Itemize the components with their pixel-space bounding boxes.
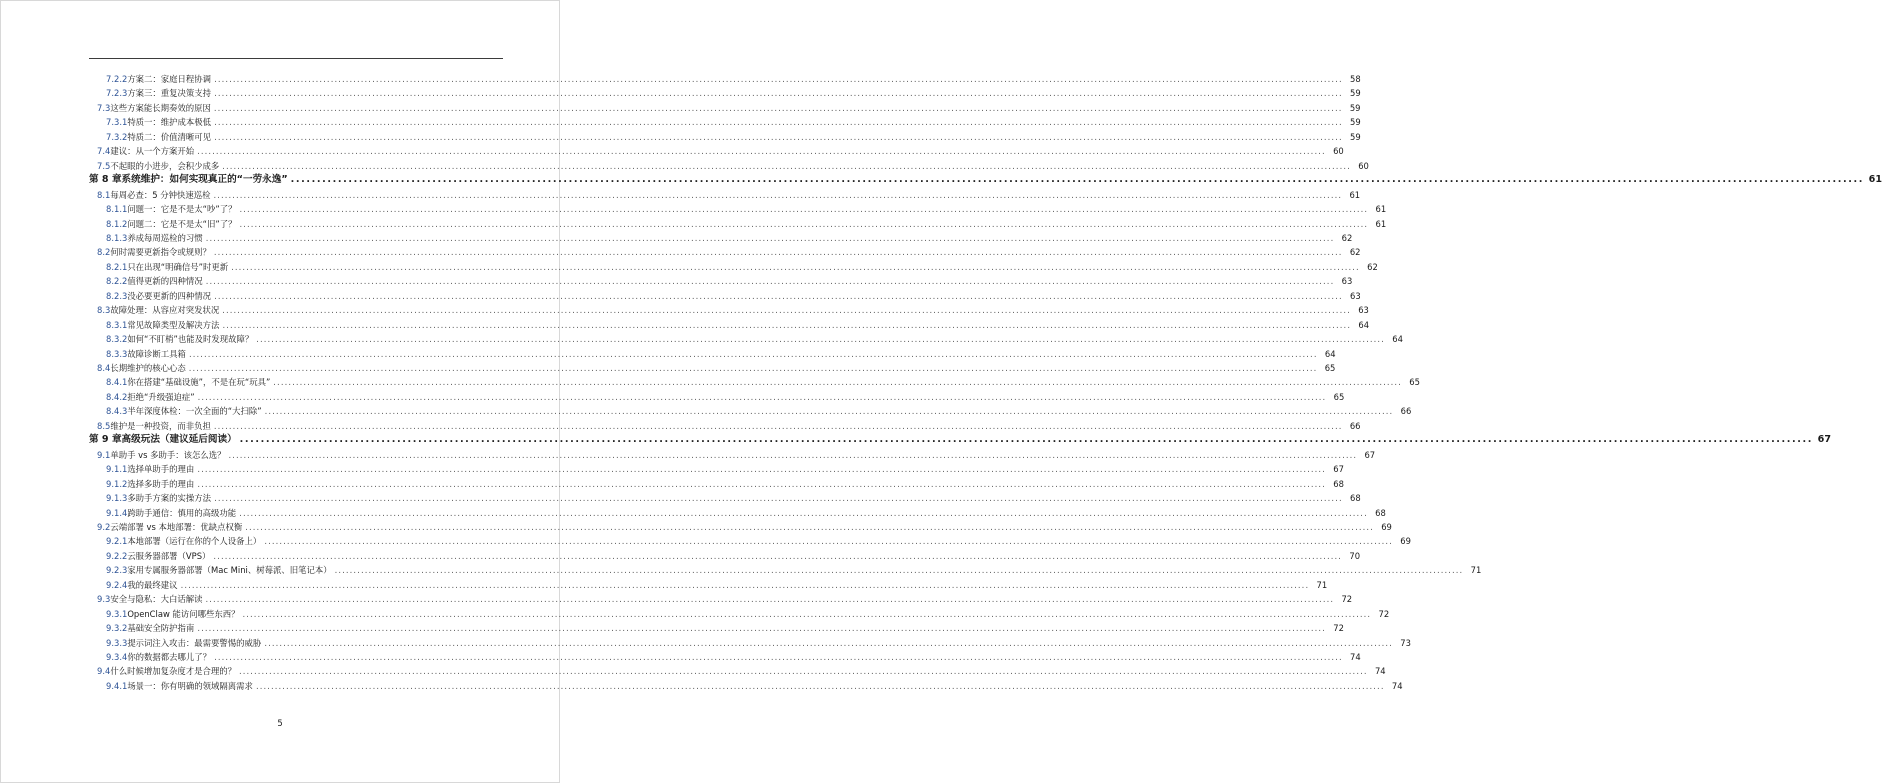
toc-entry-number: 8.3 <box>97 305 111 316</box>
toc-entry-title: 拒绝“升级强迫症” <box>127 391 195 402</box>
toc-entry-number: 9.3.2 <box>106 623 128 634</box>
toc-entry[interactable] <box>0 347 1336 361</box>
toc-entry-page: 67 <box>1333 464 1344 475</box>
dot-leader: ............................................................................................................................................................................................................................................................................................................ <box>222 319 1352 330</box>
dot-leader: ............................................................................................................................................................................................................................................................................................................ <box>334 565 1464 576</box>
toc-entry[interactable] <box>0 419 1361 433</box>
toc-entry-number: 9.2.4 <box>106 579 128 590</box>
toc-entry-number: 8.4.2 <box>106 391 128 402</box>
dot-leader: ............................................................................................................................................................................................................................................................................................................ <box>180 579 1310 590</box>
toc-entry[interactable] <box>0 231 1353 245</box>
toc-entry-title: 值得更新的四种情况 <box>127 276 203 287</box>
toc-entry-number: 9.2.2 <box>106 550 128 561</box>
toc-entry-number: 9.1 <box>97 449 111 460</box>
toc-entry-title: 本地部署（运行在你的个人设备上） <box>127 536 262 547</box>
toc-entry-title: 养成每周巡检的习惯 <box>127 232 203 243</box>
toc-entry-title: 不起眼的小进步，会积少成多 <box>110 160 220 171</box>
toc-entry[interactable] <box>0 115 1361 129</box>
toc-entry[interactable] <box>0 563 1482 577</box>
toc-entry[interactable] <box>0 491 1361 505</box>
toc-entry-title: 单助手 vs 多助手：该怎么选？ <box>110 449 226 460</box>
toc-entry[interactable] <box>0 636 1411 650</box>
dot-leader: ............................................................................................................................................................................................................................................................................................................ <box>214 117 1343 128</box>
toc-entry-page: 59 <box>1350 117 1361 128</box>
toc-entry[interactable] <box>0 607 1390 621</box>
toc-entry-title: 如何“不盯梢”也能及时发现故障？ <box>127 334 254 345</box>
toc-entry-page: 67 <box>1364 449 1376 460</box>
toc-entry-title: 长期维护的核心心态 <box>110 363 186 373</box>
toc-entry-page: 67 <box>1817 434 1832 446</box>
toc-entry-number: 8.2 <box>97 247 111 258</box>
dot-leader: ............................................................................................................................................................................................................................................................................................................ <box>239 434 1814 446</box>
toc-entry-title: 故障诊断工具箱 <box>127 348 186 359</box>
toc-entry-page: 61 <box>1349 189 1361 200</box>
dot-leader: ............................................................................................................................................................................................................................................................................................................ <box>255 680 1385 691</box>
toc-entry-page: 59 <box>1349 102 1361 113</box>
toc-entry[interactable] <box>0 390 1345 404</box>
toc-entry[interactable] <box>0 332 1403 346</box>
toc-entry-page: 64 <box>1392 334 1403 345</box>
toc-entry-title: 没必要更新的四种情况 <box>127 290 212 301</box>
toc-entry-number: 8.2.1 <box>106 261 128 272</box>
toc-entry-page: 65 <box>1409 377 1420 388</box>
toc-entry[interactable] <box>0 159 1369 173</box>
toc-entry-title: 方案二：家庭日程协调 <box>127 74 212 84</box>
toc-entry-page: 64 <box>1358 319 1370 330</box>
toc-entry-title: 问题二：它是不是太“旧”了？ <box>127 218 237 229</box>
toc-entry-title: 选择单助手的理由 <box>127 464 195 475</box>
toc-entry[interactable] <box>0 217 1387 231</box>
toc-entry-page: 74 <box>1391 680 1403 691</box>
toc-entry-page: 63 <box>1341 276 1353 287</box>
toc-entry[interactable] <box>0 462 1344 476</box>
toc-entry-number: 9.2.3 <box>106 565 128 576</box>
toc-entry[interactable] <box>0 679 1403 693</box>
toc-entry-page: 62 <box>1349 247 1361 258</box>
toc-entry-number: 第 9 章 <box>89 434 122 446</box>
toc-entry-page: 60 <box>1358 160 1369 171</box>
toc-entry-number: 8.1.1 <box>106 204 128 215</box>
toc-entry[interactable] <box>0 650 1361 664</box>
toc-entry-title: 云端部署 vs 本地部署：优缺点权衡 <box>110 521 243 532</box>
toc-entry-page: 74 <box>1350 652 1361 662</box>
dot-leader: ............................................................................................................................................................................................................................................................................................................ <box>256 334 1385 345</box>
dot-leader: ............................................................................................................................................................................................................................................................................................................ <box>197 464 1326 475</box>
toc-entry[interactable] <box>0 245 1361 259</box>
toc-entry-title: 只在出现“明确信号”时更新 <box>127 261 229 272</box>
dot-leader: ............................................................................................................................................................................................................................................................................................................ <box>231 261 1360 272</box>
toc-entry[interactable] <box>0 188 1361 202</box>
toc-entry-title: 建议：从一个方案开始 <box>110 146 195 157</box>
toc-entry-page: 72 <box>1378 608 1390 619</box>
toc-entry-page: 68 <box>1350 493 1361 504</box>
toc-entry-number: 8.4 <box>97 363 111 373</box>
toc-entry-title: 你的数据都去哪儿了？ <box>127 652 212 662</box>
toc-entry-title: 高级玩法（建议延后阅读） <box>121 434 237 446</box>
header-rule <box>89 58 503 59</box>
toc-entry-title: 场景一：你有明确的领域隔离需求 <box>127 680 253 691</box>
toc-entry-number: 7.3.2 <box>106 131 128 142</box>
dot-leader: ............................................................................................................................................................................................................................................................................................................ <box>245 521 1374 532</box>
toc-entry[interactable] <box>0 621 1344 635</box>
toc-entry-title: 方案三：重复决策支持 <box>127 88 212 99</box>
toc-entry[interactable] <box>0 448 1376 462</box>
dot-leader: ............................................................................................................................................................................................................................................................................................................ <box>214 74 1343 84</box>
toc-entry-page: 69 <box>1381 521 1392 532</box>
dot-leader: ............................................................................................................................................................................................................................................................................................................ <box>222 160 1351 171</box>
dot-leader: ............................................................................................................................................................................................................................................................................................................ <box>213 189 1343 200</box>
dot-leader: ............................................................................................................................................................................................................................................................................................................ <box>213 247 1343 258</box>
toc-entry-page: 66 <box>1349 420 1361 431</box>
toc-entry[interactable] <box>0 578 1328 592</box>
toc-entry[interactable] <box>0 303 1369 317</box>
toc-entry-number: 8.2.2 <box>106 276 128 287</box>
toc-entry[interactable] <box>0 534 1411 548</box>
toc-entry-page: 65 <box>1333 391 1345 402</box>
toc-entry[interactable] <box>0 274 1353 288</box>
toc-entry[interactable] <box>0 318 1370 332</box>
toc-entry-number: 7.2.2 <box>106 74 128 84</box>
toc-entry-number: 9.3 <box>97 594 111 605</box>
dot-leader: ............................................................................................................................................................................................................................................................................................................ <box>242 608 1372 619</box>
dot-leader: ............................................................................................................................................................................................................................................................................................................ <box>213 420 1343 431</box>
dot-leader: ............................................................................................................................................................................................................................................................................................................ <box>197 391 1327 402</box>
dot-leader: ............................................................................................................................................................................................................................................................................................................ <box>197 478 1326 489</box>
toc-entry-number: 9.1.3 <box>106 493 128 504</box>
toc-entry-page: 59 <box>1350 131 1361 142</box>
toc-entry-title: 每周必查：5 分钟快速巡检 <box>110 189 211 200</box>
toc-entry-title: 多助手方案的实操方法 <box>127 493 212 504</box>
toc-entry-title: 何时需要更新指令或规则？ <box>110 247 211 258</box>
toc-entry[interactable] <box>0 202 1387 216</box>
toc-entry-title: 故障处理：从容应对突发状况 <box>110 305 220 316</box>
toc-entry-page: 72 <box>1333 623 1344 634</box>
toc-entry-title: 云服务器部署（VPS） <box>127 550 211 561</box>
toc-entry-number: 8.2.3 <box>106 290 128 301</box>
toc-entry[interactable] <box>0 506 1386 520</box>
toc-entry-number: 7.5 <box>97 160 111 171</box>
toc-entry-page: 69 <box>1400 536 1411 547</box>
toc-entry-page: 74 <box>1374 666 1386 677</box>
toc-entry-page: 61 <box>1868 174 1882 186</box>
toc-entry-page: 61 <box>1375 204 1387 215</box>
toc-entry-number: 9.2 <box>97 521 111 532</box>
toc-entry-title: 特质一：维护成本极低 <box>127 117 212 128</box>
toc-entry-title: 半年深度体检：一次全面的“大扫除” <box>127 406 262 417</box>
dot-leader: ............................................................................................................................................................................................................................................................................................................ <box>214 131 1343 142</box>
toc-entry-title: 问题一：它是不是太“吵”了？ <box>127 204 237 215</box>
toc-entry-page: 59 <box>1350 88 1361 99</box>
toc-entry-title: 特质二：价值清晰可见 <box>127 131 212 142</box>
toc-entry-number: 7.2.3 <box>106 88 128 99</box>
toc-entry[interactable] <box>0 664 1386 678</box>
toc-entry-number: 7.3.1 <box>106 117 128 128</box>
toc-entry-number: 8.4.1 <box>106 377 128 388</box>
dot-leader: ............................................................................................................................................................................................................................................................................................................ <box>228 449 1358 460</box>
toc-entry-number: 9.1.4 <box>106 507 128 518</box>
dot-leader: ............................................................................................................................................................................................................................................................................................................ <box>239 218 1369 229</box>
toc-entry[interactable] <box>0 520 1392 534</box>
toc-entry-title: 家用专属服务器部署（Mac Mini、树莓派、旧笔记本） <box>127 565 332 576</box>
toc-entry-number: 9.3.4 <box>106 652 128 662</box>
toc-entry-number: 第 8 章 <box>89 174 122 186</box>
dot-leader: ............................................................................................................................................................................................................................................................................................................ <box>205 276 1335 287</box>
toc-entry-page: 68 <box>1375 507 1386 518</box>
toc-entry[interactable] <box>0 260 1378 274</box>
toc-entry-page: 68 <box>1333 478 1344 489</box>
toc-entry-number: 8.3.2 <box>106 334 128 345</box>
toc-entry-title: 跨助手通信：慎用的高级功能 <box>127 507 237 518</box>
toc-entry[interactable] <box>0 477 1344 491</box>
toc-entry-number: 9.3.3 <box>106 637 128 648</box>
toc-entry-title: OpenClaw 能访问哪些东西？ <box>127 608 240 619</box>
toc-entry-page: 72 <box>1341 594 1353 605</box>
toc-entry-page: 58 <box>1350 74 1361 84</box>
toc-entry-number: 7.4 <box>97 146 111 157</box>
toc-entry-page: 62 <box>1367 261 1378 272</box>
toc-entry[interactable] <box>0 130 1361 144</box>
toc-entry-title: 你在搭建“基础设施”，不是在玩“玩具” <box>127 377 271 388</box>
toc-entry-page: 63 <box>1350 290 1361 301</box>
toc-entry[interactable] <box>0 433 1832 447</box>
toc-entry[interactable] <box>0 361 1336 375</box>
dot-leader: ............................................................................................................................................................................................................................................................................................................ <box>214 652 1343 662</box>
toc-entry-title: 什么时候增加复杂度才是合理的？ <box>110 666 236 677</box>
toc-entry-page: 70 <box>1349 550 1361 561</box>
toc-entry-title: 常见故障类型及解决方法 <box>127 319 220 330</box>
toc-entry-title: 系统维护：如何实现真正的“一劳永逸” <box>121 174 288 186</box>
dot-leader: ............................................................................................................................................................................................................................................................................................................ <box>188 348 1318 359</box>
dot-leader: ............................................................................................................................................................................................................................................................................................................ <box>205 594 1335 605</box>
toc-entry-page: 63 <box>1358 305 1369 316</box>
dot-leader: ............................................................................................................................................................................................................................................................................................................ <box>188 363 1318 373</box>
toc-entry-number: 8.1 <box>97 189 111 200</box>
dot-leader: ............................................................................................................................................................................................................................................................................................................ <box>273 377 1402 388</box>
toc-entry-number: 9.3.1 <box>106 608 128 619</box>
toc-entry-number: 9.2.1 <box>106 536 128 547</box>
dot-leader: ............................................................................................................................................................................................................................................................................................................ <box>197 146 1326 157</box>
dot-leader: ............................................................................................................................................................................................................................................................................................................ <box>264 637 1393 648</box>
toc-entry-number: 8.5 <box>97 420 111 431</box>
toc-entry-page: 65 <box>1324 363 1336 373</box>
toc-entry[interactable] <box>0 404 1412 418</box>
toc-entry-number: 8.3.3 <box>106 348 128 359</box>
toc-entry-number: 8.1.2 <box>106 218 128 229</box>
dot-leader: ............................................................................................................................................................................................................................................................................................................ <box>264 536 1393 547</box>
toc-entry-number: 9.4 <box>97 666 111 677</box>
toc-entry[interactable] <box>0 592 1353 606</box>
toc-entry-number: 8.4.3 <box>106 406 128 417</box>
toc-entry-number: 7.3 <box>97 102 111 113</box>
dot-leader: ............................................................................................................................................................................................................................................................................................................ <box>214 493 1343 504</box>
toc-entry-number: 9.1.2 <box>106 478 128 489</box>
toc-entry[interactable] <box>0 173 1882 187</box>
toc-entry-number: 9.1.1 <box>106 464 128 475</box>
toc-entry[interactable] <box>0 72 1361 86</box>
toc-entry-title: 维护是一种投资，而非负担 <box>110 420 211 431</box>
toc-entry-number: 8.3.1 <box>106 319 128 330</box>
toc-entry[interactable] <box>0 549 1361 563</box>
toc-entry-page: 71 <box>1316 579 1328 590</box>
dot-leader: ............................................................................................................................................................................................................................................................................................................ <box>222 305 1351 316</box>
toc-entry-page: 64 <box>1324 348 1336 359</box>
toc-entry-page: 71 <box>1470 565 1482 576</box>
toc-entry[interactable] <box>0 375 1420 389</box>
toc-entry-page: 73 <box>1400 637 1411 648</box>
dot-leader: ............................................................................................................................................................................................................................................................................................................ <box>239 204 1369 215</box>
toc-entry-number: 8.1.3 <box>106 232 128 243</box>
toc-entry-title: 选择多助手的理由 <box>127 478 195 489</box>
toc-entry-title: 这些方案能长期奏效的原因 <box>110 102 211 113</box>
toc-entry-title: 我的最终建议 <box>127 579 178 590</box>
dot-leader: ............................................................................................................................................................................................................................................................................................................ <box>197 623 1326 634</box>
dot-leader: ............................................................................................................................................................................................................................................................................................................ <box>290 174 1865 186</box>
dot-leader: ............................................................................................................................................................................................................................................................................................................ <box>239 507 1368 518</box>
toc-entry[interactable] <box>0 101 1361 115</box>
toc-entry-title: 基础安全防护指南 <box>127 623 195 634</box>
dot-leader: ............................................................................................................................................................................................................................................................................................................ <box>214 290 1343 301</box>
dot-leader: ............................................................................................................................................................................................................................................................................................................ <box>238 666 1368 677</box>
dot-leader: ............................................................................................................................................................................................................................................................................................................ <box>213 102 1343 113</box>
toc-entry[interactable] <box>0 86 1361 100</box>
toc-entry-number: 9.4.1 <box>106 680 128 691</box>
dot-leader: ............................................................................................................................................................................................................................................................................................................ <box>264 406 1394 417</box>
toc-entry-page: 60 <box>1333 146 1344 157</box>
toc-entry-page: 61 <box>1375 218 1387 229</box>
toc-entry[interactable] <box>0 289 1361 303</box>
toc-entry-title: 安全与隐私：大白话解读 <box>110 594 203 605</box>
toc-entry-title: 提示词注入攻击：最需要警惕的威胁 <box>127 637 262 648</box>
page-number: 5 <box>277 718 283 728</box>
toc-entry-page: 66 <box>1400 406 1412 417</box>
dot-leader: ............................................................................................................................................................................................................................................................................................................ <box>205 232 1335 243</box>
dot-leader: ............................................................................................................................................................................................................................................................................................................ <box>214 88 1343 99</box>
toc-entry-page: 62 <box>1341 232 1353 243</box>
toc-entry[interactable] <box>0 144 1344 158</box>
dot-leader: ............................................................................................................................................................................................................................................................................................................ <box>213 550 1343 561</box>
